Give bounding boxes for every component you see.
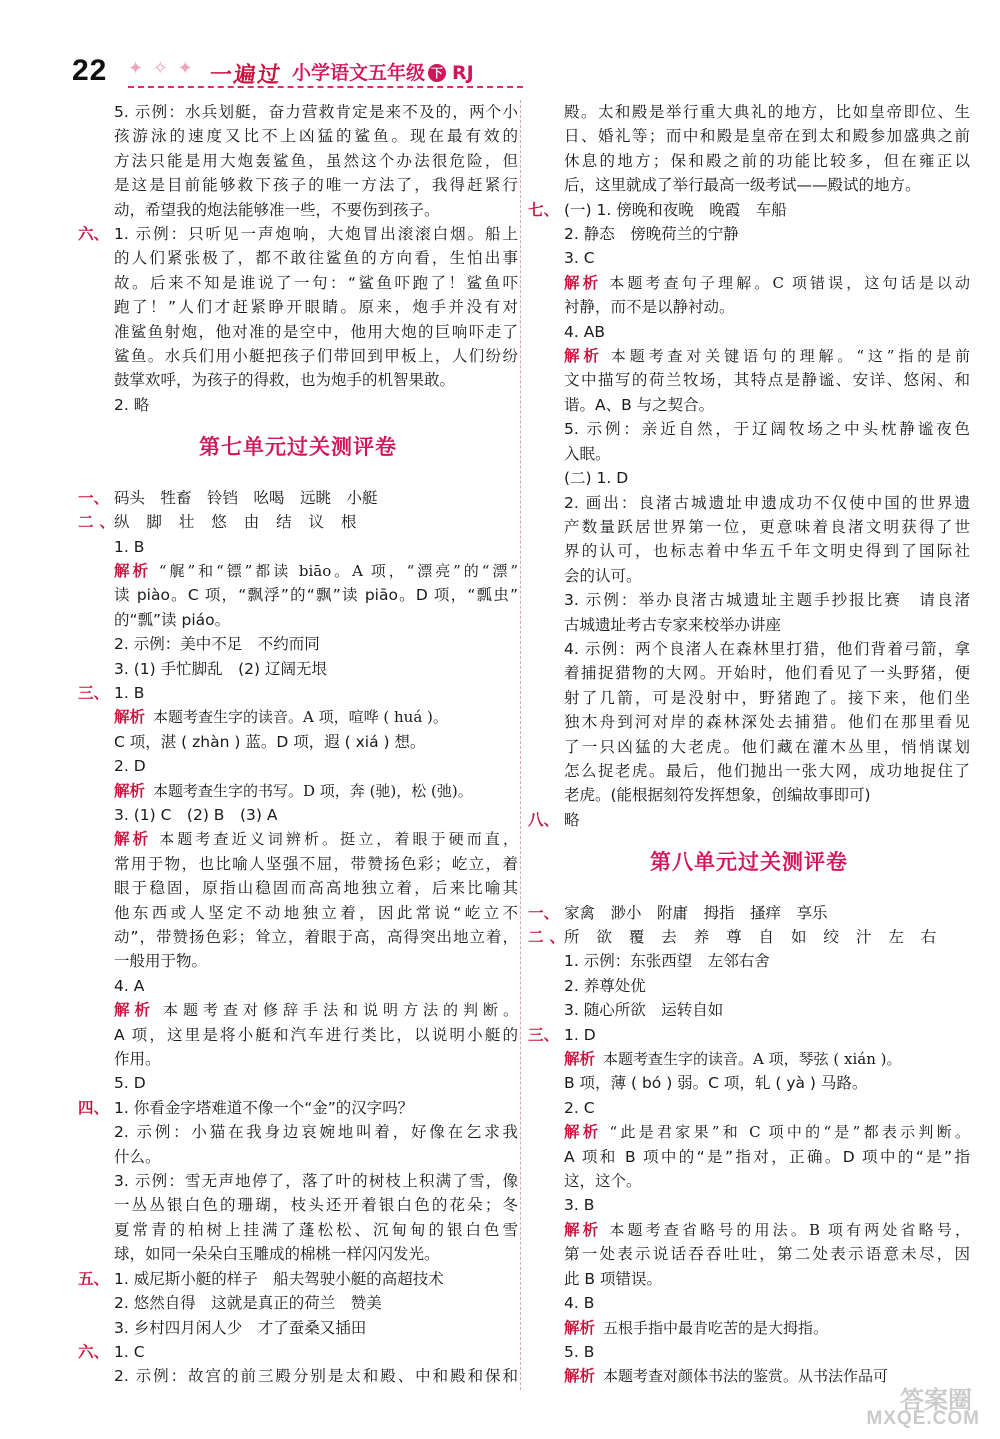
analysis-label: 解析	[114, 781, 146, 800]
line-text: 1. D	[564, 1025, 596, 1044]
line-text: 本题考查生字的读音。A 项，喧哗 ( huá )。	[153, 708, 448, 727]
answer-line	[78, 583, 518, 607]
line-text: 这，这个。	[564, 1172, 642, 1191]
answer-line	[528, 222, 970, 246]
line-text: C 项，湛 ( zhàn ) 蓝。D 项，遐 ( xiá ) 想。	[114, 732, 426, 751]
watermark	[790, 1380, 980, 1432]
answer-line	[78, 1120, 518, 1144]
line-text: 2. 示例：故宫的前三殿分别是太和殿、中和殿和保和	[114, 1367, 518, 1386]
answer-line	[78, 1291, 518, 1315]
line-text: 3. 乡村四月闲人少 才了蚕桑又插田	[114, 1318, 367, 1337]
left-column	[78, 100, 518, 1389]
line-text: (一) 1. 傍晚和夜晚 晚霞 车船	[564, 200, 787, 219]
line-text: 跑了！”人们才赶紧睁开眼睛。原来，炮手并没有对	[114, 298, 518, 317]
edition-label: RJ	[452, 62, 474, 84]
answer-line	[78, 1071, 518, 1095]
line-text: 1. C	[114, 1342, 145, 1361]
answer-line	[78, 393, 518, 417]
line-text: 1. B	[114, 683, 145, 702]
line-text: 他东西或人坚定不动地独立着，因此常说“屹立不	[114, 903, 518, 922]
answer-line	[528, 442, 970, 466]
line-text: 眼于稳固，原指山稳固而高高地独立着，后来比喻其	[114, 879, 518, 898]
answer-line	[528, 974, 970, 998]
line-text: 2. 示例：美中不足 不约而同	[114, 635, 320, 654]
line-text: 常用于物，也比喻人坚强不屈，带赞扬色彩；屹立，着	[114, 854, 518, 873]
analysis-label: 解析	[564, 347, 603, 366]
answer-line	[78, 657, 518, 681]
column-divider	[520, 100, 521, 1390]
answer-line	[528, 466, 970, 490]
answer-line	[78, 246, 518, 270]
analysis-line	[78, 559, 518, 583]
answer-line	[528, 901, 970, 925]
line-text: 3. C	[564, 249, 595, 268]
answer-line	[528, 124, 970, 148]
line-text: 2. 悠然自得 这就是真正的荷兰 赞美	[114, 1294, 382, 1313]
section-marker: 四、	[78, 1098, 110, 1117]
answer-line	[528, 1193, 970, 1217]
line-text: 5. D	[114, 1074, 146, 1093]
line-text: 独木舟到河对岸的森林深处去捕猎。他们在那里看见	[564, 713, 970, 732]
line-text: 纵 脚 壮 悠 由 结 议 根	[114, 513, 363, 532]
line-text: 1. 示例：只听见一声炮响，大炮冒出滚滚白烟。船上	[114, 225, 518, 244]
line-text: 此 B 项错误。	[564, 1269, 662, 1288]
line-text: 会的认可。	[564, 566, 642, 585]
answer-line	[528, 998, 970, 1022]
line-text: 谐。A、B 与之契合。	[564, 395, 715, 414]
line-text: 3. 示例：雪无声地停了，落了叶的树枝上积满了雪，像	[114, 1172, 518, 1191]
line-text: 本题考查生字的书写。D 项，奔 (驰)，松 (弛)。	[153, 781, 473, 800]
analysis-label: 解析	[114, 561, 151, 580]
answer-line	[528, 1242, 970, 1266]
line-text: 略	[564, 810, 580, 829]
answer-line	[78, 124, 518, 148]
line-text: 怎么捉老虎。最后，他们抛出一张大网，成功地捉住了	[564, 761, 970, 780]
answer-line	[528, 1071, 970, 1095]
answer-line	[78, 149, 518, 173]
answer-line	[528, 1096, 970, 1120]
analysis-line	[528, 1120, 970, 1144]
line-text: 2. 养尊处优	[564, 976, 646, 995]
analysis-line	[528, 1047, 970, 1071]
answer-line	[528, 198, 970, 222]
answer-line	[78, 681, 518, 705]
line-text: 本题考查生字的读音。A 项，琴弦 ( xián )。	[603, 1050, 902, 1069]
answer-line	[78, 1169, 518, 1193]
line-text: A 项，这里是将小艇和汽车进行类比，以说明小艇的	[114, 1025, 518, 1044]
answer-line	[78, 925, 518, 949]
analysis-label: 解析	[114, 830, 152, 849]
line-text: 准鲨鱼射炮，他对准的是空中，他用大炮的巨响吓走了	[114, 322, 518, 341]
section-marker: 六、	[78, 225, 110, 244]
line-text: 3. 随心所欲 运转自如	[564, 1001, 724, 1020]
line-text: 了一只凶猛的大老虎。他们藏在灌木丛里，悄悄谋划	[564, 737, 970, 756]
right-column	[528, 100, 970, 1389]
answer-line	[528, 783, 970, 807]
line-text: 5. 示例：水兵划艇，奋力营救肯定是来不及的，两个小	[114, 103, 518, 121]
answer-line	[528, 1169, 970, 1193]
answer-line	[78, 510, 518, 534]
line-text: B 项，薄 ( bó ) 弱。C 项，轧 ( yà ) 马路。	[564, 1074, 868, 1093]
line-text: 球，如同一朵朵白玉雕成的棉桃一样闪闪发光。	[114, 1245, 440, 1264]
answer-line	[528, 925, 970, 949]
analysis-line	[78, 827, 518, 851]
analysis-line	[78, 998, 518, 1022]
line-text: 2. 略	[114, 395, 150, 414]
answer-line	[528, 100, 970, 124]
line-text: 孩游泳的速度又比不上凶猛的鲨鱼。现在最有效的	[114, 127, 518, 146]
answer-line	[78, 974, 518, 998]
volume-badge: 下	[428, 64, 446, 82]
answer-line	[528, 368, 970, 392]
line-text: 1. 威尼斯小艇的样子 船夫驾驶小艇的高超技术	[114, 1269, 444, 1288]
answer-line	[528, 686, 970, 710]
line-text: 本题考查对关键语句的理解。“这”指的是前	[610, 347, 970, 366]
line-text: 鲨鱼。水兵们用小艇把孩子们带回到甲板上，人们纷纷	[114, 347, 518, 366]
line-text: 五根手指中最肯吃苦的是大拇指。	[603, 1318, 829, 1337]
line-text: 动”，带赞扬色彩；耸立，着眼于高，高得突出地立着，	[114, 928, 518, 946]
line-text: 夏常青的柏树上挂满了蓬松松、沉甸甸的银白色雪	[114, 1220, 518, 1239]
line-text: 4. AB	[564, 322, 605, 341]
line-text: 产数量跃居世界第一位，更意味着良渚文明获得了世	[564, 517, 970, 536]
line-text: 所 欲 覆 去 养 尊 自 如 绞 汁 左 右	[564, 928, 943, 946]
line-text: 一丛丛银白色的珊瑚，枝头还开着银白色的花朵；冬	[114, 1196, 518, 1215]
line-text: 1. 示例：东张西望 左邻右舍	[564, 952, 770, 971]
line-text: 码头 牲畜 铃铛 吆喝 远眺 小艇	[114, 488, 378, 507]
answer-line	[528, 320, 970, 344]
answer-line	[528, 515, 970, 539]
line-text: 5. B	[564, 1342, 595, 1361]
line-text: 着捕捉猎物的大网。开始时，他们看见了一头野猪，便	[564, 664, 970, 683]
watermark-url: MXQE.COM	[866, 1408, 980, 1429]
line-text: 日、婚礼等；而中和殿是皇帝在到太和殿参加盛典之前	[564, 127, 970, 146]
answer-line	[78, 222, 518, 246]
line-text: 2. D	[114, 757, 146, 776]
line-text: (二) 1. D	[564, 469, 629, 488]
section-marker: 一、	[528, 903, 560, 922]
answer-line	[528, 661, 970, 685]
book-name: 小学语文五年级	[292, 62, 426, 84]
answer-line	[78, 1267, 518, 1291]
header-rule	[128, 86, 523, 88]
brand-logo: 一遍过	[208, 62, 284, 87]
analysis-label: 解析	[564, 1318, 596, 1337]
answer-line	[78, 320, 518, 344]
section-marker: 三、	[528, 1025, 560, 1044]
answer-line	[78, 344, 518, 368]
section-marker: 一、	[78, 488, 110, 507]
answer-line	[528, 491, 970, 515]
answer-line	[78, 754, 518, 778]
line-text: 2. 示例：小猫在我身边哀婉地叫着，好像在乞求我	[114, 1123, 518, 1142]
answer-line	[528, 417, 970, 441]
answer-line	[78, 1364, 518, 1388]
answer-line	[78, 730, 518, 754]
line-text: 1. B	[114, 537, 145, 556]
section-title: 第八单元过关测评卷	[650, 850, 848, 875]
section-title: 第七单元过关测评卷	[199, 435, 397, 460]
line-text: 衬静，而不是以静衬动。	[564, 298, 735, 317]
line-text: 本题考查句子理解。C 项错误，这句话是以动	[609, 273, 970, 292]
answer-line	[528, 637, 970, 661]
watermark-logo-text: 答案圈	[900, 1387, 972, 1414]
answer-line	[78, 368, 518, 392]
answer-line	[78, 1242, 518, 1266]
answer-line	[78, 271, 518, 295]
line-text: 2. 静态 傍晚荷兰的宁静	[564, 225, 739, 244]
section-marker: 六、	[78, 1342, 110, 1361]
line-text: 家禽 渺小 附庸 拇指 搔痒 享乐	[564, 903, 828, 922]
analysis-line	[528, 271, 970, 295]
line-text: 老虎。(能根据刻符发挥想象，创编故事即可)	[564, 786, 871, 805]
line-text: 界的认可，也标志着中华五千年文明史得到了国际社	[564, 542, 970, 561]
answer-line	[528, 588, 970, 612]
answer-line	[78, 535, 518, 559]
answer-line	[528, 1340, 970, 1364]
section-marker: 七、	[528, 200, 560, 219]
line-text: 鼓掌欢呼，为孩子的得救，也为炮手的机智果敢。	[114, 371, 456, 390]
answer-line	[528, 393, 970, 417]
answer-line	[78, 949, 518, 973]
line-text: “此是君家果”和 C 项中的“是”都表示判断。	[609, 1123, 970, 1142]
analysis-line	[78, 779, 518, 803]
answer-line	[528, 735, 970, 759]
analysis-label: 解析	[564, 1220, 602, 1239]
line-text: 3. (1) C (2) B (3) A	[114, 805, 278, 824]
line-text: 读 piào。C 项，“飘浮”的“飘”读 piāo。D 项，“瓢虫”	[114, 586, 518, 605]
answer-line	[528, 539, 970, 563]
line-text: 休息的地方；保和殿之前的功能比较多，但在雍正以	[564, 151, 970, 170]
answer-line	[528, 613, 970, 637]
section-marker: 三、	[78, 683, 110, 702]
answer-line	[78, 198, 518, 222]
section-marker: 二、	[528, 928, 572, 946]
answer-line	[78, 1023, 518, 1047]
analysis-line	[78, 705, 518, 729]
line-text: 作用。	[114, 1050, 161, 1069]
answer-line	[528, 1267, 970, 1291]
line-text: 的人们紧张极了，都不敢往鲨鱼的方向看，生怕出事	[114, 249, 518, 268]
line-text: 射了几箭，可是没射中，野猪跑了。接下来，他们坐	[564, 688, 970, 707]
line-text: “艉”和“镖”都读 biāo。A 项，“漂亮”的“漂”	[158, 561, 518, 580]
header-flourish: ✦ ✧ ✦	[128, 58, 195, 79]
page-number: 22	[72, 54, 108, 87]
answer-line	[528, 564, 970, 588]
answer-line	[78, 1340, 518, 1364]
line-text: 4. 示例：两个良渚人在森林里打猎，他们背着弓箭，拿	[564, 639, 970, 658]
analysis-line	[528, 1218, 970, 1242]
book-title	[292, 58, 474, 85]
analysis-line	[528, 1316, 970, 1340]
answer-line	[78, 173, 518, 197]
answer-line	[78, 1145, 518, 1169]
answer-line	[78, 901, 518, 925]
answer-line	[528, 1145, 970, 1169]
answer-line	[78, 1096, 518, 1120]
answer-line	[528, 710, 970, 734]
line-text: 3. B	[564, 1196, 595, 1215]
line-text: 本题考查对颜体书法的鉴赏。从书法作品可	[603, 1367, 889, 1386]
line-text: 2. C	[564, 1098, 595, 1117]
answer-line	[78, 852, 518, 876]
line-text: 3. (1) 手忙脚乱 (2) 辽阔无垠	[114, 659, 327, 678]
answer-line	[78, 876, 518, 900]
answer-line	[528, 808, 970, 832]
analysis-line	[528, 344, 970, 368]
answer-line	[78, 1047, 518, 1071]
answer-line	[528, 295, 970, 319]
page-header	[0, 0, 1000, 100]
answer-line	[78, 1193, 518, 1217]
answer-line	[78, 295, 518, 319]
line-text: 后，这里就成了举行最高一级考试——殿试的地方。	[564, 176, 921, 195]
line-text: 什么。	[114, 1147, 161, 1166]
analysis-label: 解析	[114, 708, 146, 727]
answer-line	[528, 759, 970, 783]
section-marker: 二、	[78, 513, 122, 532]
line-text: 本题考查省略号的用法。B 项有两处省略号，	[609, 1220, 970, 1239]
line-text: A 项和 B 项中的“是”指对，正确。D 项中的“是”指	[564, 1147, 970, 1166]
answer-line	[78, 1218, 518, 1242]
answer-line	[78, 803, 518, 827]
line-text: 3. 示例：举办良渚古城遗址主题手抄报比赛 请良渚	[564, 591, 970, 610]
answer-line	[78, 608, 518, 632]
line-text: 方法只能是用大炮轰鲨鱼，虽然这个办法很危险，但	[114, 151, 518, 170]
analysis-label: 解析	[114, 1001, 155, 1020]
line-text: 殿。太和殿是举行重大典礼的地方，比如皇帝即位、生	[564, 103, 970, 121]
analysis-label: 解析	[564, 1050, 596, 1069]
line-text: 文中描写的荷兰牧场，其特点是静谧、安详、悠闲、和	[564, 371, 970, 390]
line-text: 4. A	[114, 976, 145, 995]
section-marker: 八、	[528, 810, 560, 829]
line-text: 本题考查近义词辨析。挺立，着眼于硬而直，	[159, 830, 518, 849]
line-text: 本题考查对修辞手法和说明方法的判断。	[163, 1001, 518, 1020]
analysis-label: 解析	[564, 1123, 602, 1142]
answer-line	[528, 173, 970, 197]
answer-line	[78, 1316, 518, 1340]
answer-line	[78, 100, 518, 124]
line-text: 动，希望我的炮法能够准一些，不要伤到孩子。	[114, 200, 440, 219]
line-text: 一般用于物。	[114, 952, 208, 971]
answer-line	[528, 1291, 970, 1315]
line-text: 是这是目前能够救下孩子的唯一方法了，我得赶紧行	[114, 176, 518, 195]
answer-line	[528, 949, 970, 973]
line-text: 故。后来不知是谁说了一句：“鲨鱼吓跑了！鲨鱼吓	[114, 273, 518, 292]
section-marker: 五、	[78, 1269, 110, 1288]
answer-line	[528, 149, 970, 173]
line-text: 4. B	[564, 1294, 595, 1313]
answer-line	[528, 246, 970, 270]
line-text: 1. 你看金字塔难道不像一个“金”的汉字吗？	[114, 1098, 414, 1117]
answer-line	[528, 1023, 970, 1047]
line-text: 5. 示例：亲近自然，于辽阔牧场之中头枕静谧夜色	[564, 420, 970, 439]
line-text: 第一处表示说话吞吞吐吐，第二处表示语意未尽，因	[564, 1245, 970, 1264]
answer-line	[78, 632, 518, 656]
answer-line	[78, 486, 518, 510]
line-text: 入眠。	[564, 444, 611, 463]
line-text: 的“瓢”读 piáo。	[114, 610, 231, 629]
analysis-label: 解析	[564, 1367, 596, 1386]
line-text: 古城遗址考古专家来校举办讲座	[564, 615, 782, 634]
line-text: 2. 画出：良渚古城遗址申遗成功不仅使中国的世界遗	[564, 493, 970, 512]
analysis-label: 解析	[564, 273, 602, 292]
